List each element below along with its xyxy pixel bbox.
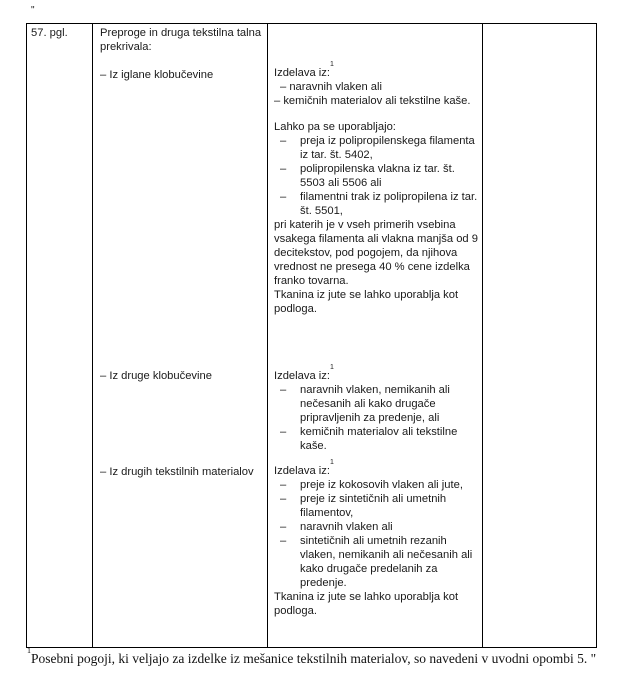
rule-items xyxy=(274,80,482,108)
footnote-ref: 1 xyxy=(329,364,334,371)
footnote-ref: 1 xyxy=(329,61,334,68)
column-divider xyxy=(482,24,483,647)
list-item: – naravnih vlaken ali xyxy=(274,520,482,534)
rule-closing: pri katerih je v vseh primerih vsebina vsakega filamenta ali vlakna manjša od 9 decitekstov, pod pogojem, da njihova vrednost ne presega 40 % cene izdelka franko tovarna. xyxy=(274,219,478,287)
rule-extra-intro: Lahko pa se uporabljajo: xyxy=(274,121,396,133)
list-item: – naravnih vlaken ali xyxy=(280,81,382,93)
column-divider xyxy=(92,24,93,647)
section-rule xyxy=(274,61,482,316)
section-rule xyxy=(274,459,482,618)
footnote-marker: 1 xyxy=(27,646,31,655)
column-divider xyxy=(267,24,268,647)
rule-items xyxy=(274,383,482,453)
section-rule xyxy=(274,364,482,453)
list-item: – kemičnih materialov ali tekstilne kaše. xyxy=(274,425,482,453)
rules-table xyxy=(26,23,597,648)
section-label: – Iz druge klobučevine xyxy=(100,370,212,382)
heading-description: Preproge in druga tekstilna talna prekrivala: xyxy=(100,27,262,53)
rule-note: Tkanina iz jute se lahko uporablja kot podloga. xyxy=(274,289,459,315)
list-item: – filamentni trak iz polipropilena iz tar. št. 5501, xyxy=(274,190,482,218)
list-item: – naravnih vlaken, nemikanih ali nečesanih ali kako drugače pripravljenih za predenje, ali xyxy=(274,383,482,425)
list-item: – preja iz polipropilenskega filamenta iz tar. št. 5402, xyxy=(274,134,482,162)
rule-extra-items xyxy=(274,134,482,218)
rule-intro: Izdelava iz:$^1$ xyxy=(274,364,334,382)
list-item: – kemičnih materialov ali tekstilne kaše. xyxy=(274,95,471,107)
section-label: – Iz drugih tekstilnih materialov xyxy=(100,466,254,478)
footnote-ref: 1 xyxy=(329,459,334,466)
rule-note: Tkanina iz jute se lahko uporablja kot podloga. xyxy=(274,591,459,617)
rule-items xyxy=(274,478,482,590)
rule-intro: Izdelava iz:$^1$ xyxy=(274,61,334,79)
list-item: – polipropilenska vlakna iz tar. št. 5503 ali 5506 ali xyxy=(274,162,482,190)
heading-number: 57. pgl. xyxy=(31,27,68,39)
rule-intro: Izdelava iz:$^1$ xyxy=(274,459,334,477)
opening-quote-mark: " xyxy=(31,5,35,16)
section-label: – Iz iglane klobučevine xyxy=(100,69,214,81)
list-item: – preje iz kokosovih vlaken ali jute, xyxy=(274,478,482,492)
list-item: – preje iz sintetičnih ali umetnih filamentov, xyxy=(274,492,482,520)
footnote-text: Posebni pogoji, ki veljajo za izdelke iz mešanice tekstilnih materialov, so navedeni v uvodni opombi 5. " xyxy=(31,651,597,666)
list-item: – sintetičnih ali umetnih rezanih vlaken, nemikanih ali nečesanih ali kako drugače predelanih za predenje. xyxy=(274,534,482,590)
footnote xyxy=(27,646,599,667)
